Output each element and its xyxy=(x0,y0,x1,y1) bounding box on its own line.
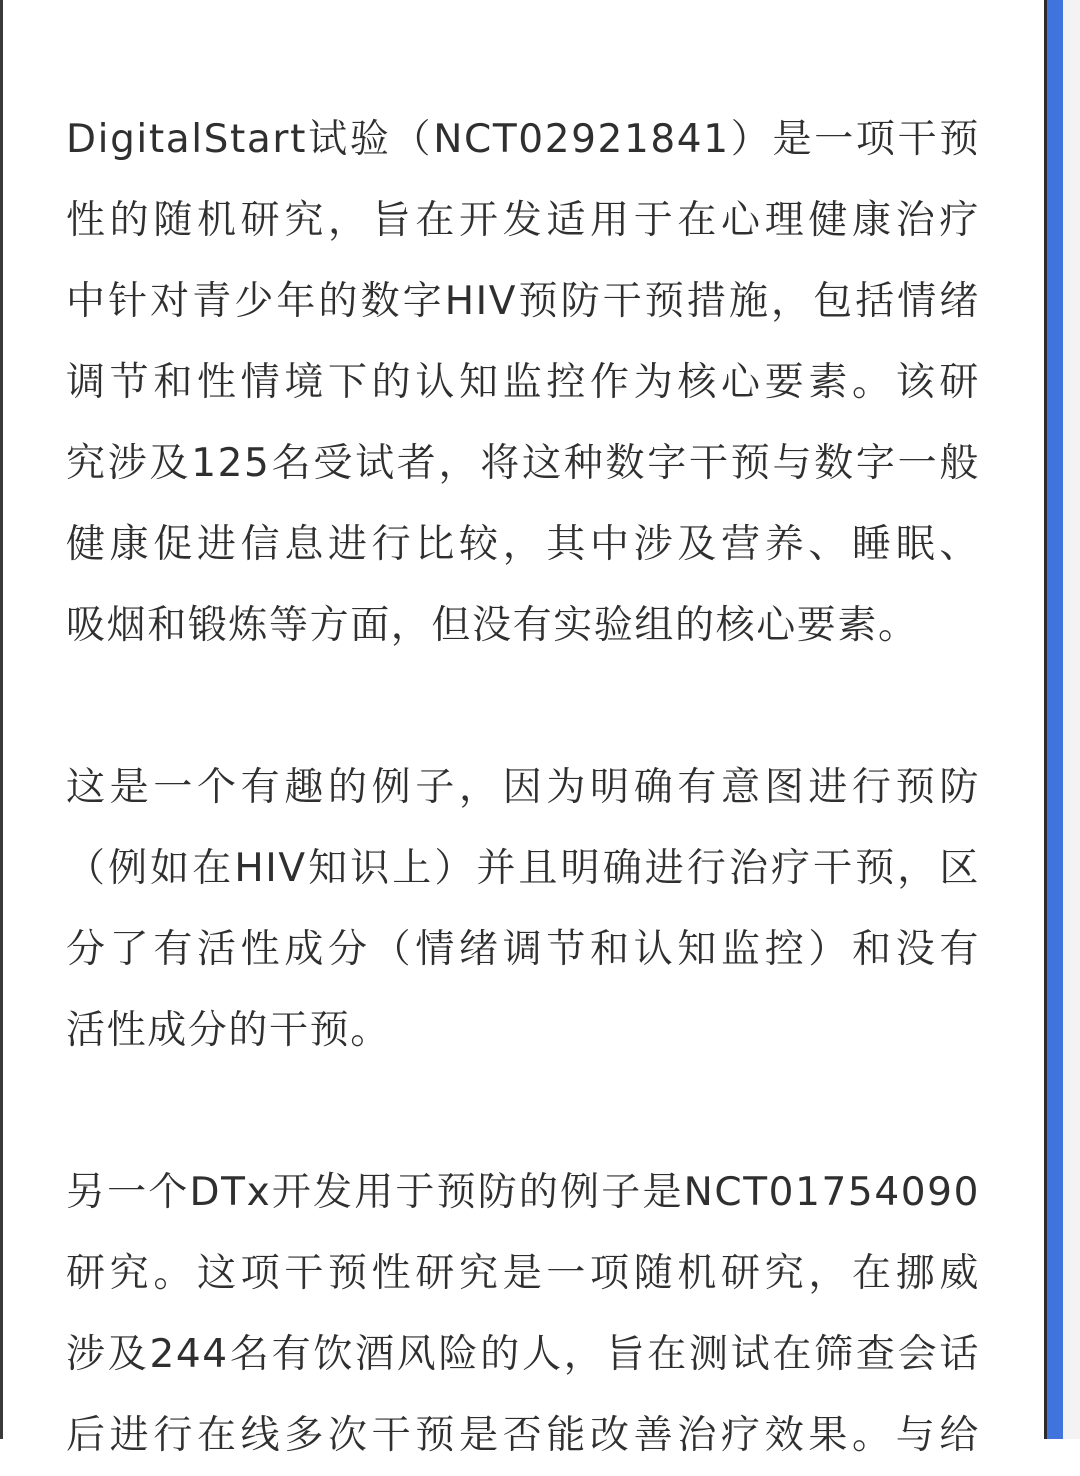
text-line: 究涉及125名受试者，将这种数字干预与数字一般 xyxy=(66,441,980,486)
paragraph-gap xyxy=(66,666,980,747)
text-line: 研究。这项干预性研究是一项随机研究，在挪威 xyxy=(66,1251,980,1296)
text-line: 后进行在线多次干预是否能改善治疗效果。与给 xyxy=(66,1413,980,1458)
article-body xyxy=(66,99,980,1476)
text-line: DigitalStart试验（NCT02921841）是一项干预 xyxy=(66,117,980,162)
text-line: 这是一个有趣的例子，因为明确有意图进行预防 xyxy=(66,765,980,810)
left-border xyxy=(0,0,3,1439)
paragraph xyxy=(66,747,980,1071)
text-line: 中针对青少年的数字HIV预防干预措施，包括情绪 xyxy=(66,279,980,324)
paragraph xyxy=(66,1152,980,1476)
text-line: 吸烟和锻炼等方面，但没有实验组的核心要素。 xyxy=(66,603,919,648)
text-line: 活性成分的干预。 xyxy=(66,1008,391,1053)
text-line: 涉及244名有饮酒风险的人，旨在测试在筛查会话 xyxy=(66,1332,980,1377)
text-line: 分了有活性成分（情绪调节和认知监控）和没有 xyxy=(66,927,980,972)
paragraph xyxy=(66,99,980,666)
text-line: 调节和性情境下的认知监控作为核心要素。该研 xyxy=(66,360,980,405)
page-margin xyxy=(1063,0,1080,1439)
text-line: （例如在HIV知识上）并且明确进行治疗干预，区 xyxy=(66,846,980,891)
text-line: 健康促进信息进行比较，其中涉及营养、睡眠、 xyxy=(66,522,980,567)
text-line: 另一个DTx开发用于预防的例子是NCT01754090 xyxy=(66,1170,980,1215)
text-line: 性的随机研究，旨在开发适用于在心理健康治疗 xyxy=(66,198,980,243)
paragraph-gap xyxy=(66,1071,980,1152)
scrollbar-track[interactable] xyxy=(1047,0,1063,1439)
